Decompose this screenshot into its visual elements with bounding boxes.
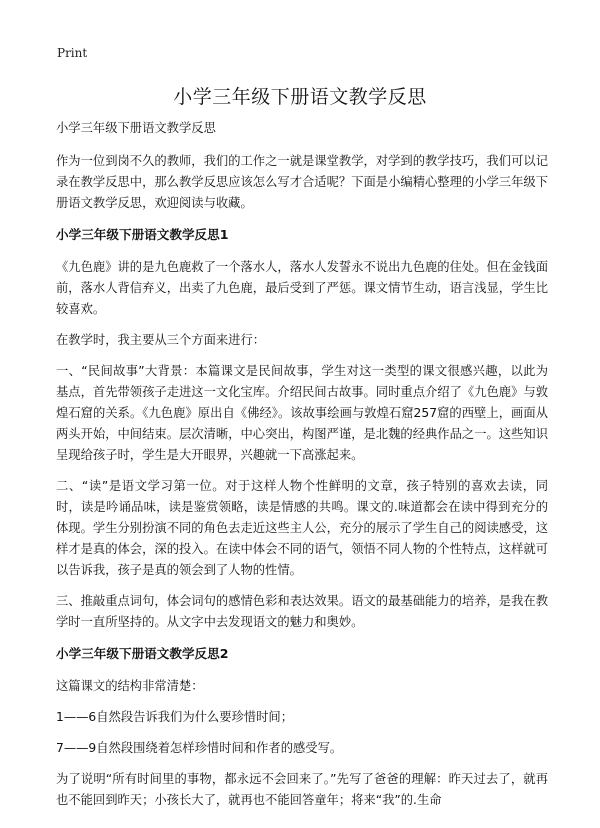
section-1-paragraph-4: 二、“读”是语文学习第一位。对于这样人物个性鲜明的文章，孩子特别的喜欢去读，同时，读是吟诵品味，读是鉴赏领略，读是情感的共鸣。课文的.味道都会在读中得到充分的体现。学生分别扮演不同的角色去走近这些主人公，充分的展示了学生自己的阅读感受，这样才是真的体会，深的投入。在读中体会不同的语气，领悟不同人物的个性特点，这样就可以告诉我，孩子是真的领会到了人物的性情。 bbox=[56, 479, 548, 577]
section-2-paragraph-1: 这篇课文的结构非常清楚： bbox=[56, 679, 204, 693]
section-1-paragraph-5: 三、推敲重点词句，体会词句的感情色彩和表达效果。语文的最基础能力的培养，是我在教学时一直所坚持的。从文字中去发现语文的魅力和奥妙。 bbox=[56, 594, 548, 629]
section-2-paragraph-2: 1——6自然段告诉我们为什么要珍惜时间； bbox=[56, 710, 293, 724]
document-body bbox=[56, 118, 548, 811]
section-1-paragraph-1: 《九色鹿》讲的是九色鹿救了一个落水人，落水人发誓永不说出九色鹿的住处。但在金钱面前，落水人背信弃义，出卖了九色鹿，最后受到了严惩。课文情节生动，语言浅显，学生比较喜欢。 bbox=[56, 260, 548, 316]
section-1-paragraph-3: 一、“民间故事”大背景：本篇课文是民间故事，学生对这一类型的课文很感兴趣，以此为基点，首先带领孩子走进这一文化宝库。介绍民间古故事。同时重点介绍了《九色鹿》与敦煌石窟的关系。《九色鹿》原出自《佛经》。该故事绘画与敦煌石窟257窟的西壁上，画面从两头开始，中间结束。层次清晰，中心突出，构图严谨，是北魏的经典作品之一。这些知识呈现给孩子时，学生是大开眼界，兴趣就一下高涨起来。 bbox=[56, 364, 548, 462]
subtitle-line: 小学三年级下册语文教学反思 bbox=[56, 121, 216, 135]
intro-paragraph: 作为一位到岗不久的教师，我们的工作之一就是课堂教学，对学到的教学技巧，我们可以记录在教学反思中，那么教学反思应该怎么写才合适呢？下面是小编精心整理的小学三年级下册语文教学反思，欢迎阅读与收藏。 bbox=[56, 154, 548, 210]
section-2-paragraph-3: 7——9自然段围绕着怎样珍惜时间和作者的感受写。 bbox=[56, 741, 343, 755]
document-title: 小学三年级下册语文教学反思 bbox=[173, 86, 427, 108]
print-label: Print bbox=[57, 46, 88, 60]
section-2-heading: 小学三年级下册语文教学反思2 bbox=[56, 646, 229, 661]
section-1-paragraph-2: 在教学时，我主要从三个方面来进行： bbox=[56, 333, 266, 347]
section-2-paragraph-4: 为了说明“所有时间里的事物，都永远不会回来了。”先写了爸爸的理解：昨天过去了，就再也不能回到昨天；小孩长大了，就再也不能回答童年；将来“我”的.生命 bbox=[56, 772, 548, 807]
section-1-heading: 小学三年级下册语文教学反思1 bbox=[56, 227, 229, 242]
